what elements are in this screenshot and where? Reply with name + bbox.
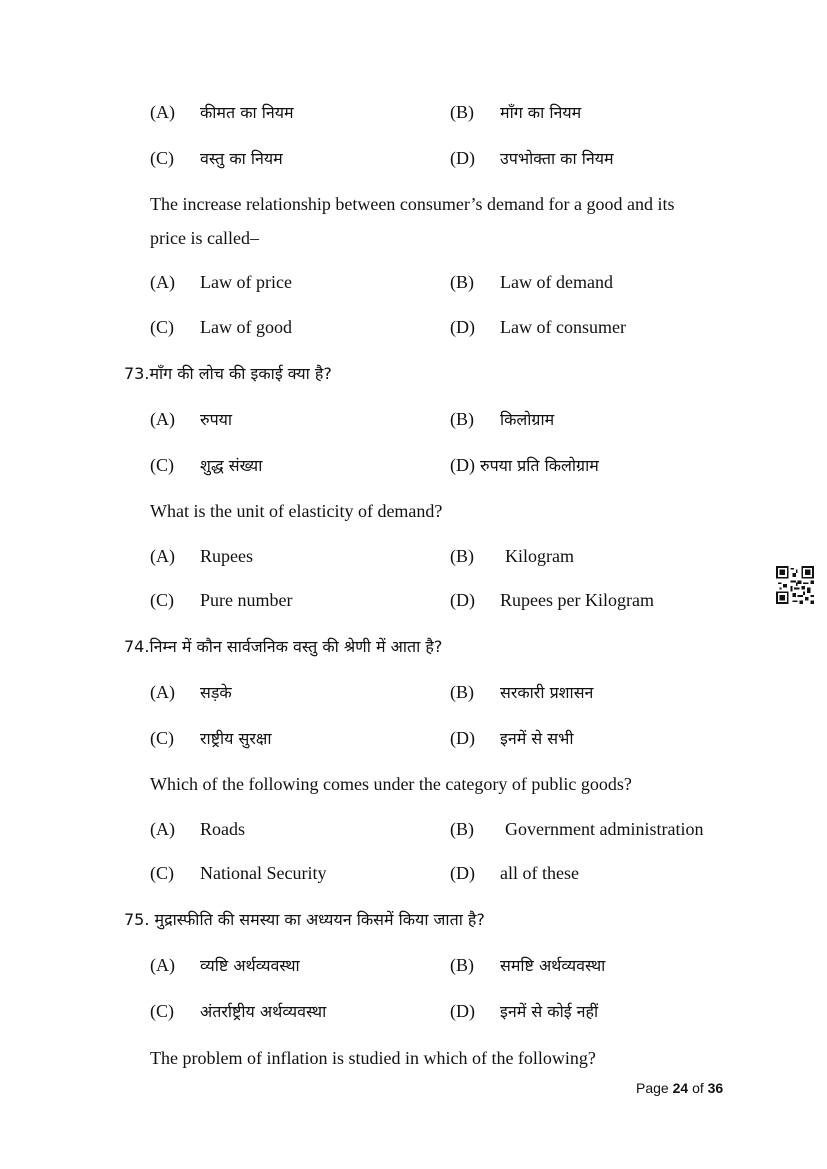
option-label: (B) [450, 102, 474, 122]
option-label: (C) [150, 863, 174, 883]
page-total: 36 [707, 1080, 724, 1096]
option-label: (B) [450, 409, 474, 429]
option-text: रुपया प्रति किलोग्राम [480, 456, 599, 475]
option-text: माँग का नियम [500, 103, 582, 122]
option-text: Law of good [200, 317, 292, 337]
option-text: Kilogram [505, 546, 574, 566]
option-label: (D) [450, 148, 475, 168]
page-current: 24 [672, 1080, 689, 1096]
option-text: वस्तु का नियम [200, 149, 283, 168]
option-text: Pure number [200, 590, 293, 610]
question-text: 74.निम्न में कौन सार्वजनिक वस्तु की श्रेणी में आता है? [124, 637, 443, 656]
option-label: (A) [150, 409, 175, 429]
option-text: रुपया [200, 410, 233, 429]
question-text: 75. मुद्रास्फीति की समस्या का अध्ययन किसमें किया जाता है? [124, 910, 485, 929]
option-label: (D) [450, 317, 475, 337]
question-text: The problem of inflation is studied in which of the following? [150, 1048, 596, 1068]
option-label: (A) [150, 682, 175, 702]
option-text: Rupees per Kilogram [500, 590, 654, 610]
page-footer [636, 1080, 723, 1096]
option-label: (D) [450, 728, 475, 748]
option-label: (C) [150, 1001, 174, 1021]
option-text: all of these [500, 863, 579, 883]
option-text: National Security [200, 863, 327, 883]
option-label: (B) [450, 955, 474, 975]
option-text: Law of price [200, 272, 292, 292]
option-label: (A) [150, 546, 175, 566]
option-label: (C) [150, 148, 174, 168]
option-label: (C) [150, 455, 174, 475]
option-text: सड़के [200, 683, 232, 702]
option-text: Government administration [505, 819, 704, 839]
option-label: (D) [450, 455, 475, 475]
question-text: price is called– [150, 228, 259, 248]
option-text: व्यष्टि अर्थव्यवस्था [200, 956, 300, 975]
option-text: शुद्ध संख्या [200, 456, 263, 475]
option-text: किलोग्राम [500, 410, 555, 429]
question-text: 73.माँग की लोच की इकाई क्या है? [124, 364, 332, 383]
option-label: (A) [150, 819, 175, 839]
option-label: (D) [450, 1001, 475, 1021]
option-text: उपभोक्ता का नियम [500, 149, 614, 168]
qr-code-icon [776, 566, 814, 604]
option-text: अंतर्राष्ट्रीय अर्थव्यवस्था [200, 1002, 327, 1021]
option-label: (D) [450, 590, 475, 610]
option-label: (A) [150, 955, 175, 975]
option-label: (C) [150, 317, 174, 337]
option-text: Law of demand [500, 272, 613, 292]
option-label: (D) [450, 863, 475, 883]
option-text: इनमें से सभी [500, 729, 574, 748]
question-text: The increase relationship between consumer’s demand for a good and its [150, 194, 675, 214]
question-text: What is the unit of elasticity of demand? [150, 501, 443, 521]
option-label: (B) [450, 682, 474, 702]
option-text: Roads [200, 819, 245, 839]
option-label: (A) [150, 272, 175, 292]
option-text: कीमत का नियम [200, 103, 294, 122]
option-text: Law of consumer [500, 317, 626, 337]
option-label: (B) [450, 272, 474, 292]
option-label: (C) [150, 728, 174, 748]
option-text: Rupees [200, 546, 253, 566]
option-text: इनमें से कोई नहीं [500, 1002, 599, 1021]
page-sep: of [692, 1080, 704, 1096]
option-text: सरकारी प्रशासन [500, 683, 594, 702]
option-label: (B) [450, 819, 474, 839]
option-label: (B) [450, 546, 474, 566]
option-label: (C) [150, 590, 174, 610]
option-label: (A) [150, 102, 175, 122]
option-text: राष्ट्रीय सुरक्षा [200, 729, 272, 748]
question-text: Which of the following comes under the category of public goods? [150, 774, 632, 794]
option-text: समष्टि अर्थव्यवस्था [500, 956, 606, 975]
page-prefix: Page [636, 1080, 669, 1096]
